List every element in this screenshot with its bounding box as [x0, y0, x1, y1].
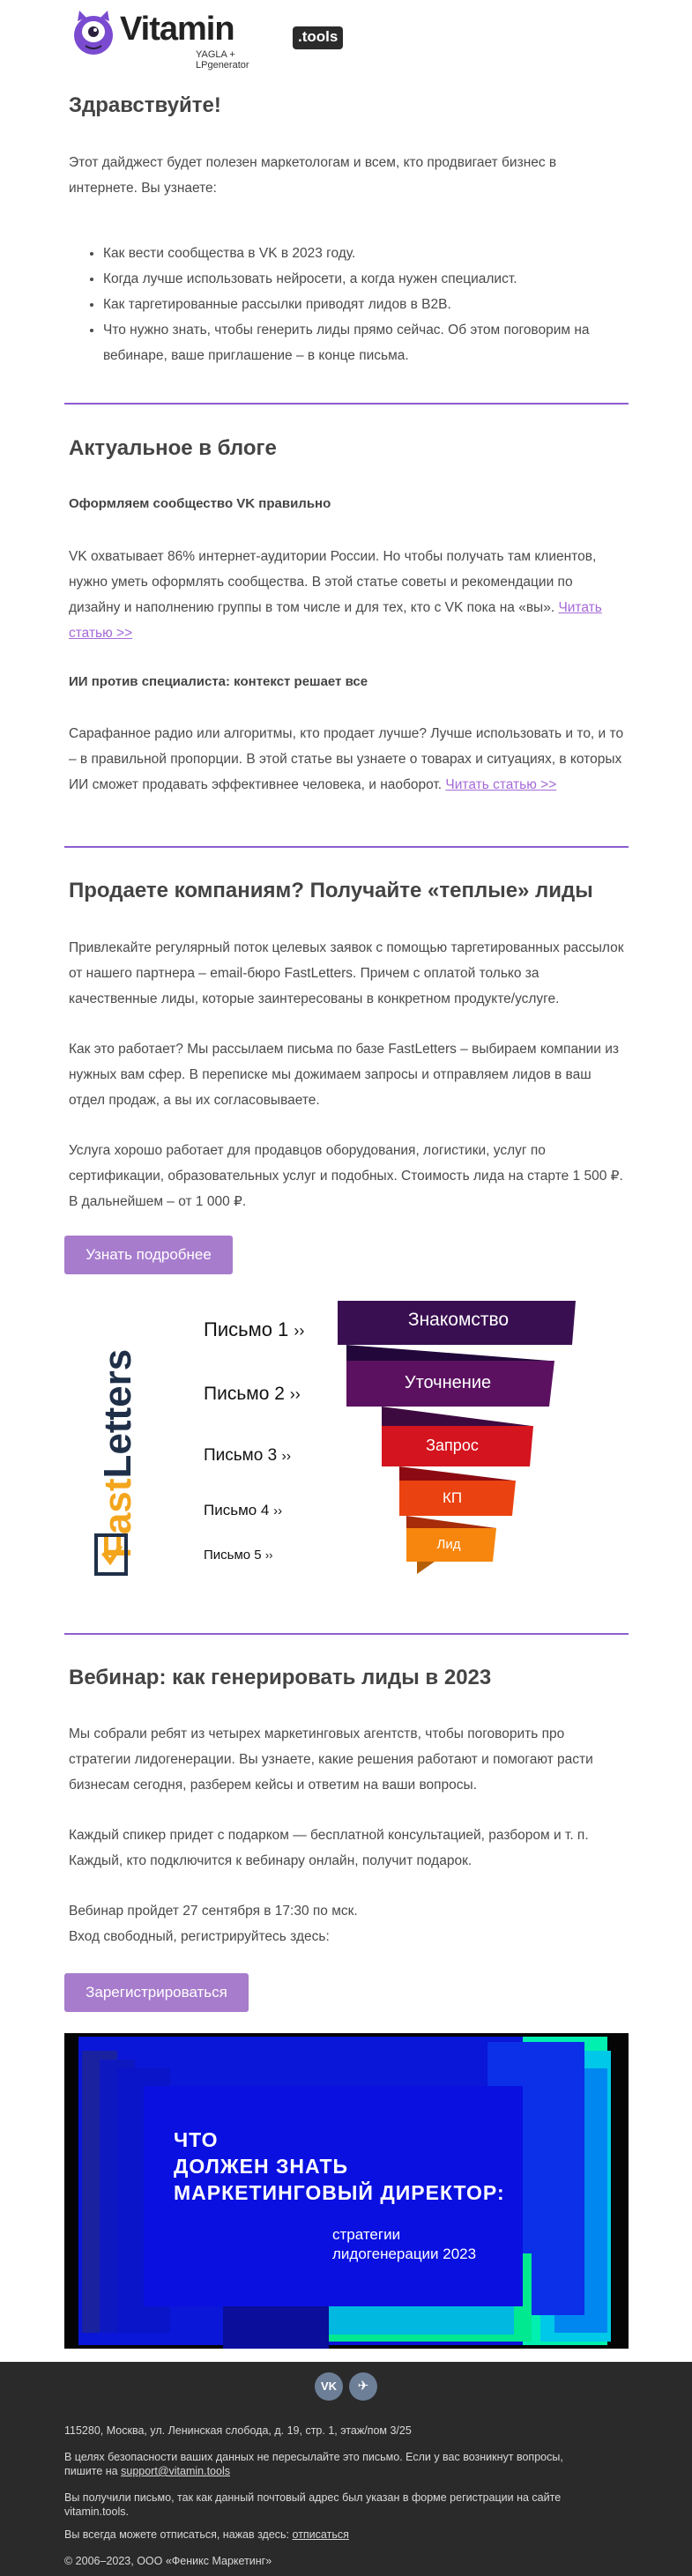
banner-headline: ЧТО ДОЛЖЕН ЗНАТЬ МАРКЕТИНГОВЫЙ ДИРЕКТОР: [174, 2128, 505, 2204]
register-button[interactable]: Зарегистрироваться [64, 1973, 249, 2012]
step-1-label: Письмо 1 ›› [204, 1318, 305, 1340]
telegram-icon[interactable]: ✈ [349, 2372, 377, 2401]
step-2-label: Письмо 2 ›› [204, 1384, 301, 1404]
footer-unsubscribe: Вы всегда можете отписаться, нажав здесь: отписаться [64, 2528, 349, 2541]
section-divider [64, 846, 629, 848]
leads-heading: Продаете компаниям? Получайте «теплые» лиды [69, 879, 593, 902]
footer-copyright: © 2006–2023, ООО «Феникс Маркетинг» [64, 2555, 272, 2567]
step-3-stage: Запрос [426, 1436, 479, 1454]
intro-text: Этот дайджест будет полезен маркетологам и всем, кто продвигает бизнес в интернете. Вы узнаете: [69, 155, 557, 196]
webinar-heading: Вебинар: как генерировать лиды в 2023 [69, 1666, 492, 1689]
post1-read-link[interactable]: Читать статью >> [69, 600, 602, 641]
fastletters-mark-icon [94, 1533, 130, 1576]
footer-security: В целях безопасности ваших данных не пересылайте это письмо. Если у вас возникнут вопросы, пишите на support@vitamin.tools [64, 2451, 563, 2477]
logo-wordmark: Vitamin [120, 11, 234, 48]
support-email-link[interactable]: support@vitamin.tools [121, 2465, 230, 2477]
step-1-stage: Знакомство [407, 1310, 510, 1330]
leads-text-1: Привлекайте регулярный поток целевых заявок с помощью таргетированных рассылок от нашего партнера – email-бюро FastLetters. Причем с оплатой только за качественные лиды, которые заинтересованы в конкретном продукте/услуге. [69, 940, 624, 1006]
mascot-icon [71, 9, 116, 56]
footer-reason: Вы получили письмо, так как данный почтовый адрес был указан в форме регистрации на сайте vitamin.tools. [64, 2491, 562, 2518]
footer-address: 115280, Москва, ул. Ленинская слобода, д. 19, стр. 1, этаж/пом 3/25 [64, 2424, 412, 2437]
step-4-label: Письмо 4 ›› [204, 1502, 283, 1518]
logo-badge: .tools [293, 26, 343, 49]
leads-text-3: Услуга хорошо работает для продавцов оборудования, логистики, услуг по сертификации, образовательных услуг и подобных. Стоимость лида на старте 1 500 ₽. В дальнейшем – от 1 000 ₽. [69, 1143, 623, 1209]
post1-title: Оформляем сообщество VK правильно [69, 496, 331, 511]
learn-more-button[interactable]: Узнать подробнее [64, 1236, 233, 1274]
step-2-stage: Уточнение [404, 1373, 492, 1392]
unsubscribe-link[interactable]: отписаться [292, 2528, 349, 2541]
post2-text: Сарафанное радио или алгоритмы, кто продает лучше? Лучше использовать и то, и то – в правильной пропорции. В этой статье вы узнаете о товарах и ситуациях, в которых ИИ сможет продавать эффективнее человека, и наоборот. Читать статью >> [69, 726, 624, 792]
webinar-text-1: Мы собрали ребят из четырех маркетинговых агентств, чтобы поговорить про стратегии лидогенерации. Вы узнаете, какие решения работают и помогают расти бизнесам сегодня, разберем кейсы и ответим на ваши вопросы. [69, 1726, 593, 1793]
funnel-ribbons [329, 1294, 593, 1618]
list-item: • Как таргетированные рассылки приводят лидов в B2B. [103, 292, 629, 317]
vitamin-logo[interactable] [71, 9, 339, 71]
leads-text-2: Как это работает? Мы рассылаем письма по базе FastLetters – выбираем компании из нужных вам сфер. В переписке мы дожимаем запросы и отправляем лидов в ваш отдел продаж, а вы их согласовываете. [69, 1042, 620, 1108]
list-item: • Когда лучше использовать нейросети, а когда нужен специалист. [103, 266, 629, 292]
section-divider [64, 1633, 629, 1635]
webinar-text-2: Каждый спикер придет с подарком — бесплатной консультацией, разбором и т. п. Каждый, кто подключится к вебинару онлайн, получит подарок. [69, 1828, 589, 1868]
webinar-time: Вебинар пройдет 27 сентября в 17:30 по мск. [69, 1904, 358, 1919]
step-4-stage: КП [442, 1489, 463, 1506]
topics-list [64, 241, 629, 368]
post2-read-link[interactable]: Читать статью >> [445, 777, 557, 792]
post2-title: ИИ против специалиста: контекст решает все [69, 674, 368, 689]
fastletters-funnel-image: FastLetters Письмо 1 ›› Письмо 2 ›› Письмо 3 ›› Письмо 4 ›› Письмо 5 ›› Знакомство Уточнение Запрос КП Лид [64, 1294, 629, 1618]
greeting-heading: Здравствуйте! [69, 93, 221, 117]
blog-heading: Актуальное в блоге [69, 436, 277, 460]
logo-subtitle: YAGLA + LPgenerator [196, 49, 249, 71]
section-divider [64, 403, 629, 405]
step-5-stage: Лид [436, 1537, 461, 1552]
list-item: • Что нужно знать, чтобы генерить лиды прямо сейчас. Об этом поговорим на вебинаре, ваше приглашение – в конце письма. [103, 317, 650, 368]
webinar-register-note: Вход свободный, регистрируйтесь здесь: [69, 1929, 330, 1944]
list-item: • Как вести сообщества в VK в 2023 году. [103, 241, 629, 266]
step-5-label: Письмо 5 ›› [204, 1548, 273, 1563]
footer [0, 2362, 692, 2576]
vk-icon[interactable]: VK [315, 2372, 343, 2401]
webinar-banner-image[interactable] [64, 2033, 629, 2349]
step-3-label: Письмо 3 ›› [204, 1446, 292, 1465]
banner-subline: стратегии лидогенерации 2023 [332, 2226, 477, 2262]
post1-text: VK охватывает 86% интернет-аудитории России. Но чтобы получать там клиентов, нужно уметь оформлять сообщества. В этой статье советы и рекомендации по дизайну и наполнению группы в том числе и для тех, кто с VK пока на «вы». Читать статью >> [69, 549, 602, 641]
